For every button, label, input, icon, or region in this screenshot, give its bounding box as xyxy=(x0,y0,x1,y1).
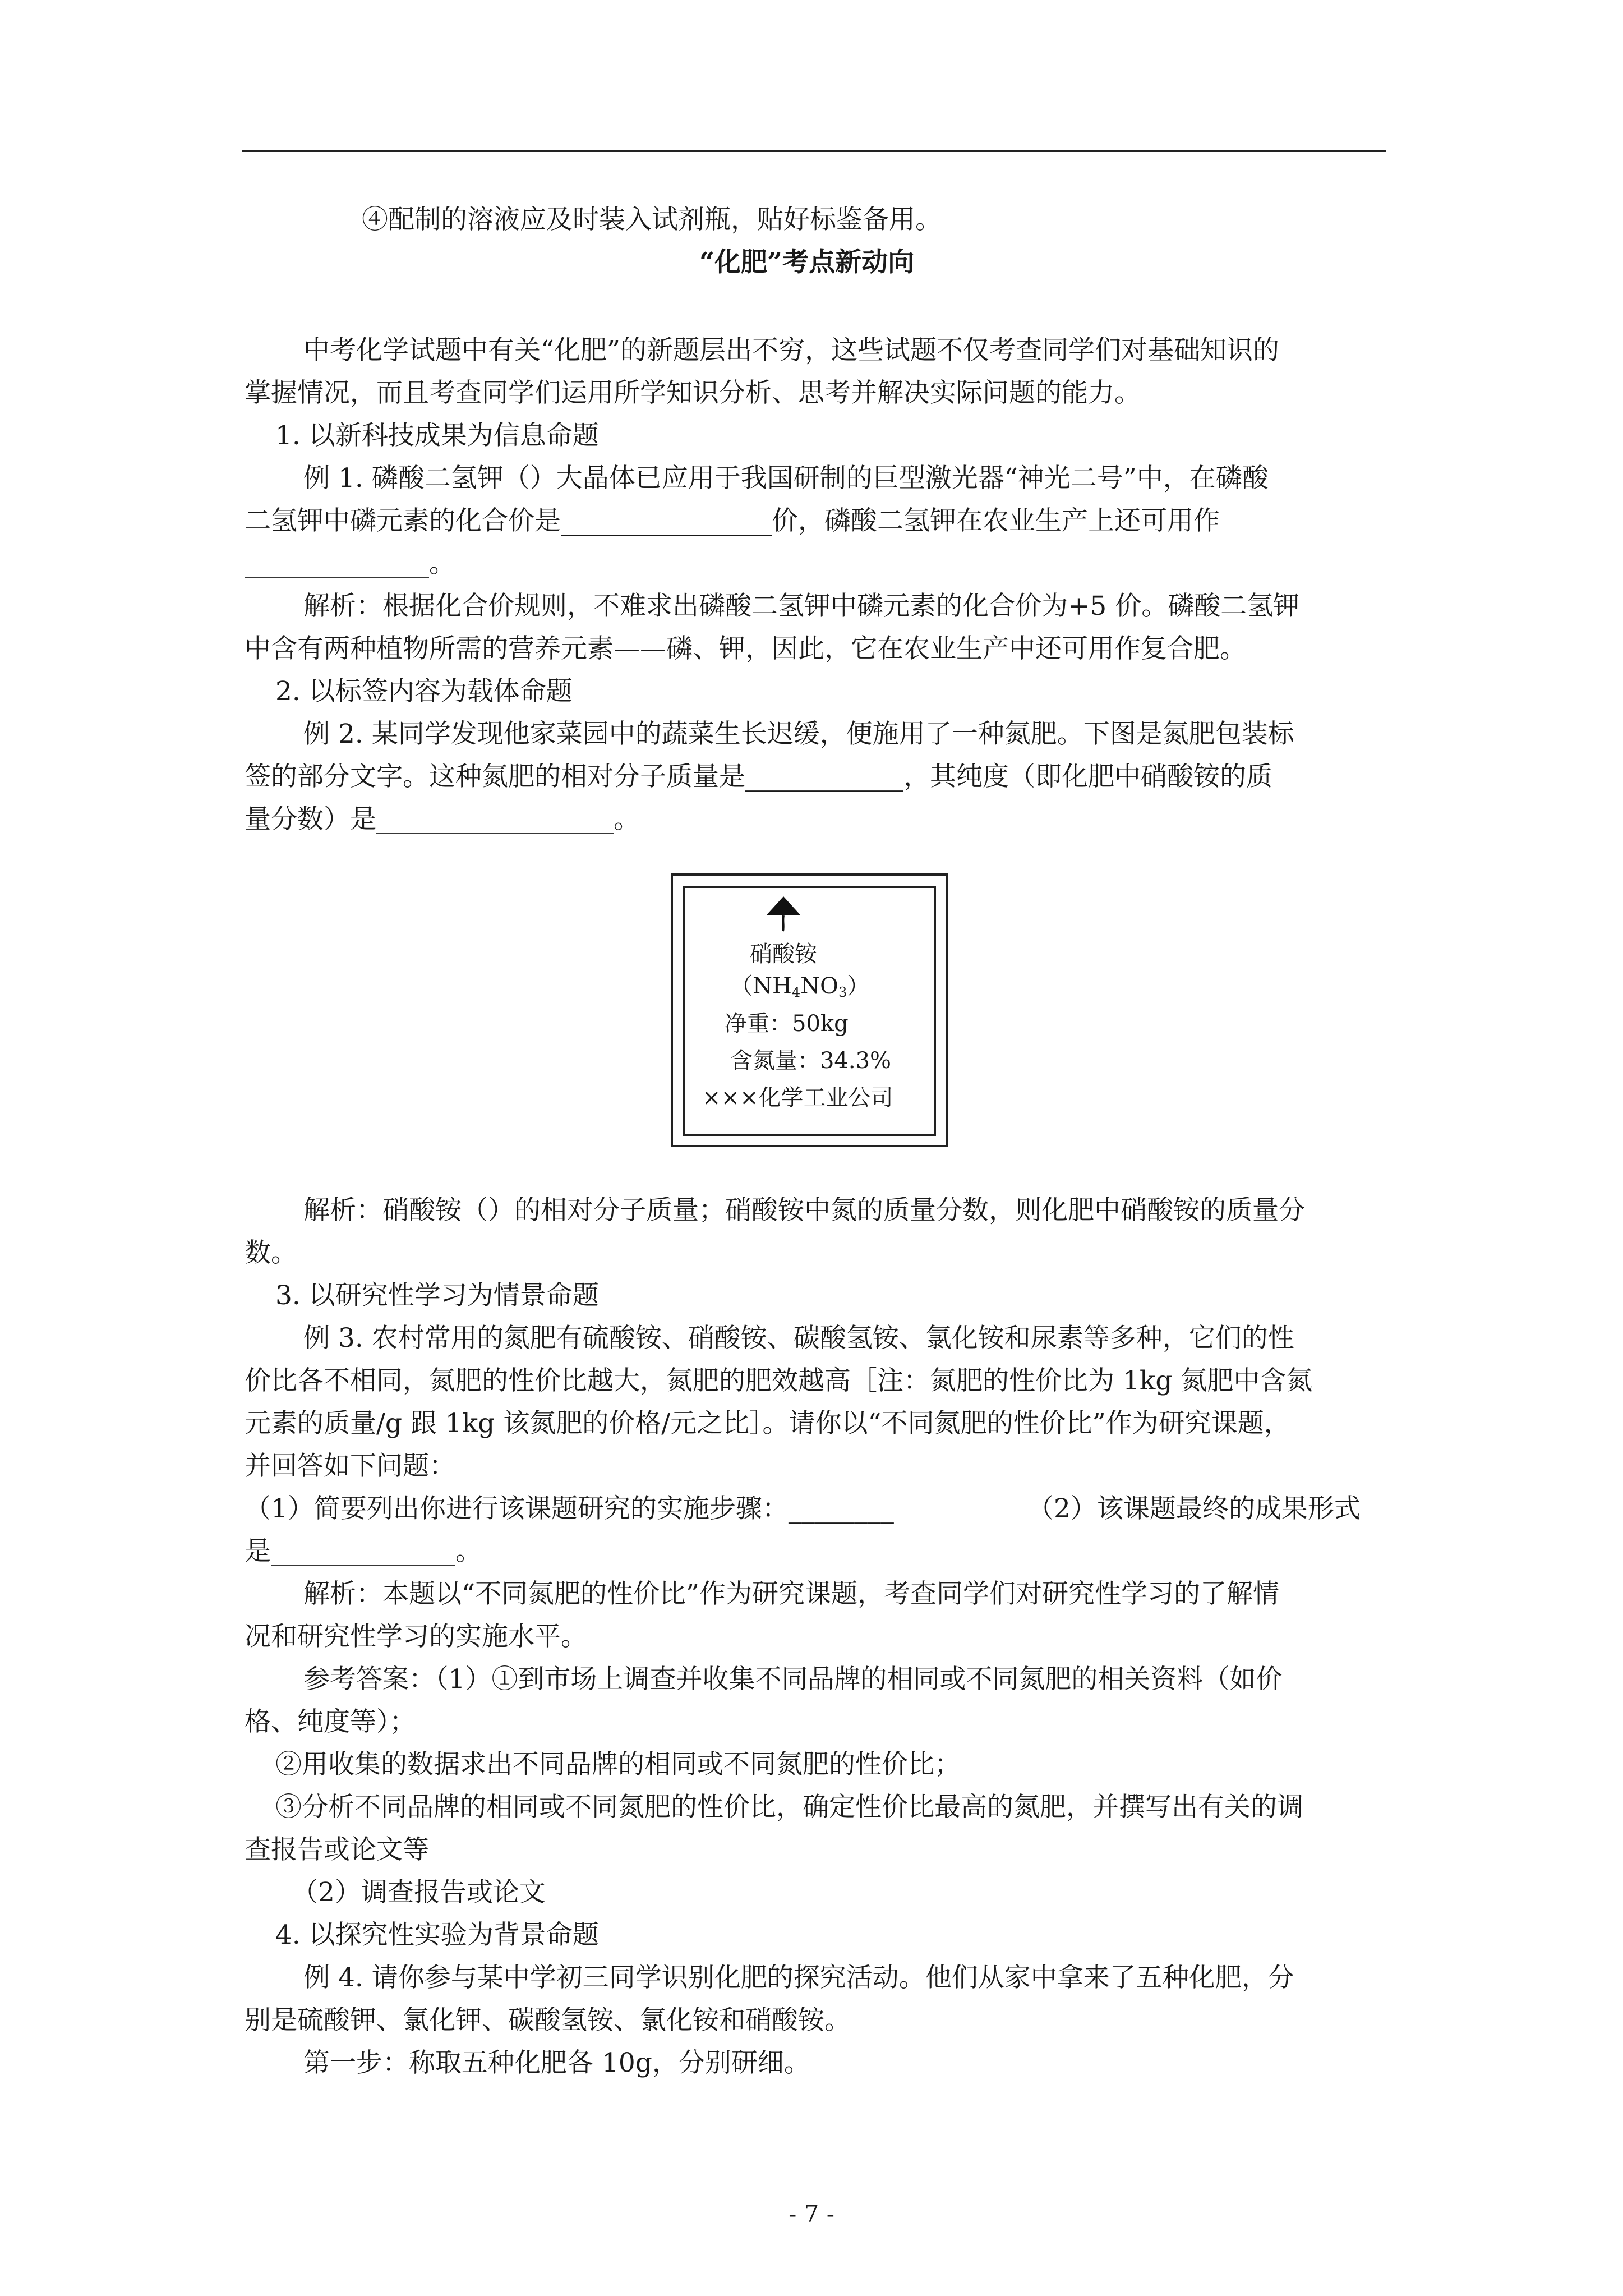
example-4-line: 例 4. 请你参与某中学初三同学识别化肥的探究活动。他们从家中拿来了五种化肥，分 xyxy=(303,1962,1294,1993)
example-4-line: 别是硫酸钾、氯化钾、碳酸氢铵、氯化铵和硝酸铵。 xyxy=(245,2005,851,2036)
paragraph-line: ④配制的溶液应及时装入试剂瓶，贴好标鉴备用。 xyxy=(362,204,942,235)
label-nitrogen-content: 含氮量：34.3% xyxy=(730,1048,892,1074)
label-product-name: 硝酸铵 xyxy=(750,941,817,967)
example-1-line: ______________。 xyxy=(245,548,455,579)
section-title: “化肥”考点新动向 xyxy=(699,247,915,278)
analysis-line: 解析：本题以“不同氮肥的性价比”作为研究课题，考查同学们对研究性学习的了解情 xyxy=(303,1579,1280,1609)
paragraph-line: 掌握情况，而且考查同学们运用所学知识分析、思考并解决实际问题的能力。 xyxy=(245,378,1141,408)
heading-4: 4. 以探究性实验为背景命题 xyxy=(275,1920,599,1950)
example-3-line: 并回答如下问题： xyxy=(245,1451,455,1481)
label-net-weight: 净重：50kg xyxy=(725,1011,849,1037)
analysis-line: 况和研究性学习的实施水平。 xyxy=(245,1621,587,1652)
example-2-line: 量分数）是__________________。 xyxy=(245,804,640,835)
paragraph-line: 中考化学试题中有关“化肥”的新题层出不穷，这些试题不仅考查同学们对基础知识的 xyxy=(303,335,1280,366)
answer-line: 查报告或论文等 xyxy=(245,1834,429,1865)
label-company: ×××化学工业公司 xyxy=(702,1085,893,1111)
answer-line: ③分析不同品牌的相同或不同氮肥的性价比，确定性价比最高的氮肥，并撰写出有关的调 xyxy=(275,1792,1303,1823)
example-1-line: 二氢钾中磷元素的化合价是________________价，磷酸二氢钾在农业生产上还可用作 xyxy=(245,505,1220,536)
answer-line: 参考答案：（1）①到市场上调查并收集不同品牌的相同或不同氮肥的相关资料（如价 xyxy=(303,1664,1283,1695)
analysis-line: 数。 xyxy=(245,1237,297,1268)
example-4-line: 第一步：称取五种化肥各 10g，分别研细。 xyxy=(303,2047,810,2078)
heading-3: 3. 以研究性学习为情景命题 xyxy=(275,1280,599,1311)
question-2-line: （2）该课题最终的成果形式 xyxy=(1027,1493,1361,1524)
question-1-line: （1）简要列出你进行该课题研究的实施步骤：________ xyxy=(245,1493,894,1524)
heading-1: 1. 以新科技成果为信息命题 xyxy=(275,420,599,451)
page-number: - 7 - xyxy=(789,2200,834,2228)
label-formula: $(NH_4NO_3)$ xyxy=(730,973,870,1000)
example-2-line: 签的部分文字。这种氮肥的相对分子质量是____________，其纯度（即化肥中硝酸铵的质 xyxy=(245,761,1272,792)
answer-line: 格、纯度等）； xyxy=(245,1706,416,1737)
triangle-logo-icon xyxy=(764,894,803,933)
answer-line: （2）调查报告或论文 xyxy=(292,1877,546,1908)
analysis-line: 解析：根据化合价规则，不难求出磷酸二氢钾中磷元素的化合价为+5 价。磷酸二氢钾 xyxy=(303,591,1300,622)
example-3-line: 例 3. 农村常用的氮肥有硫酸铵、硝酸铵、碳酸氢铵、氯化铵和尿素等多种，它们的性 xyxy=(303,1323,1294,1354)
heading-2: 2. 以标签内容为载体命题 xyxy=(275,676,573,707)
analysis-line: 中含有两种植物所需的营养元素——磷、钾，因此，它在农业生产中还可用作复合肥。 xyxy=(245,633,1246,664)
analysis-line: 解析：硝酸铵（）的相对分子质量；硝酸铵中氮的质量分数，则化肥中硝酸铵的质量分 xyxy=(303,1195,1305,1226)
answer-line: ②用收集的数据求出不同品牌的相同或不同氮肥的性价比； xyxy=(275,1749,961,1780)
example-3-line: 元素的质量/g 跟 1kg 该氮肥的价格/元之比］。请你以“不同氮肥的性价比”作为研究课题， xyxy=(245,1408,1290,1439)
example-2-line: 例 2. 某同学发现他家菜园中的蔬菜生长迟缓，便施用了一种氮肥。下图是氮肥包装标 xyxy=(303,719,1294,749)
example-1-line: 例 1. 磷酸二氢钾（）大晶体已应用于我国研制的巨型激光器“神光二号”中，在磷酸 xyxy=(303,463,1269,494)
header-rule xyxy=(242,150,1386,152)
example-3-line: 价比各不相同，氮肥的性价比越大，氮肥的肥效越高［注：氮肥的性价比为 1kg 氮肥中含氮 xyxy=(245,1365,1313,1396)
question-2-line: 是______________。 xyxy=(245,1536,482,1567)
